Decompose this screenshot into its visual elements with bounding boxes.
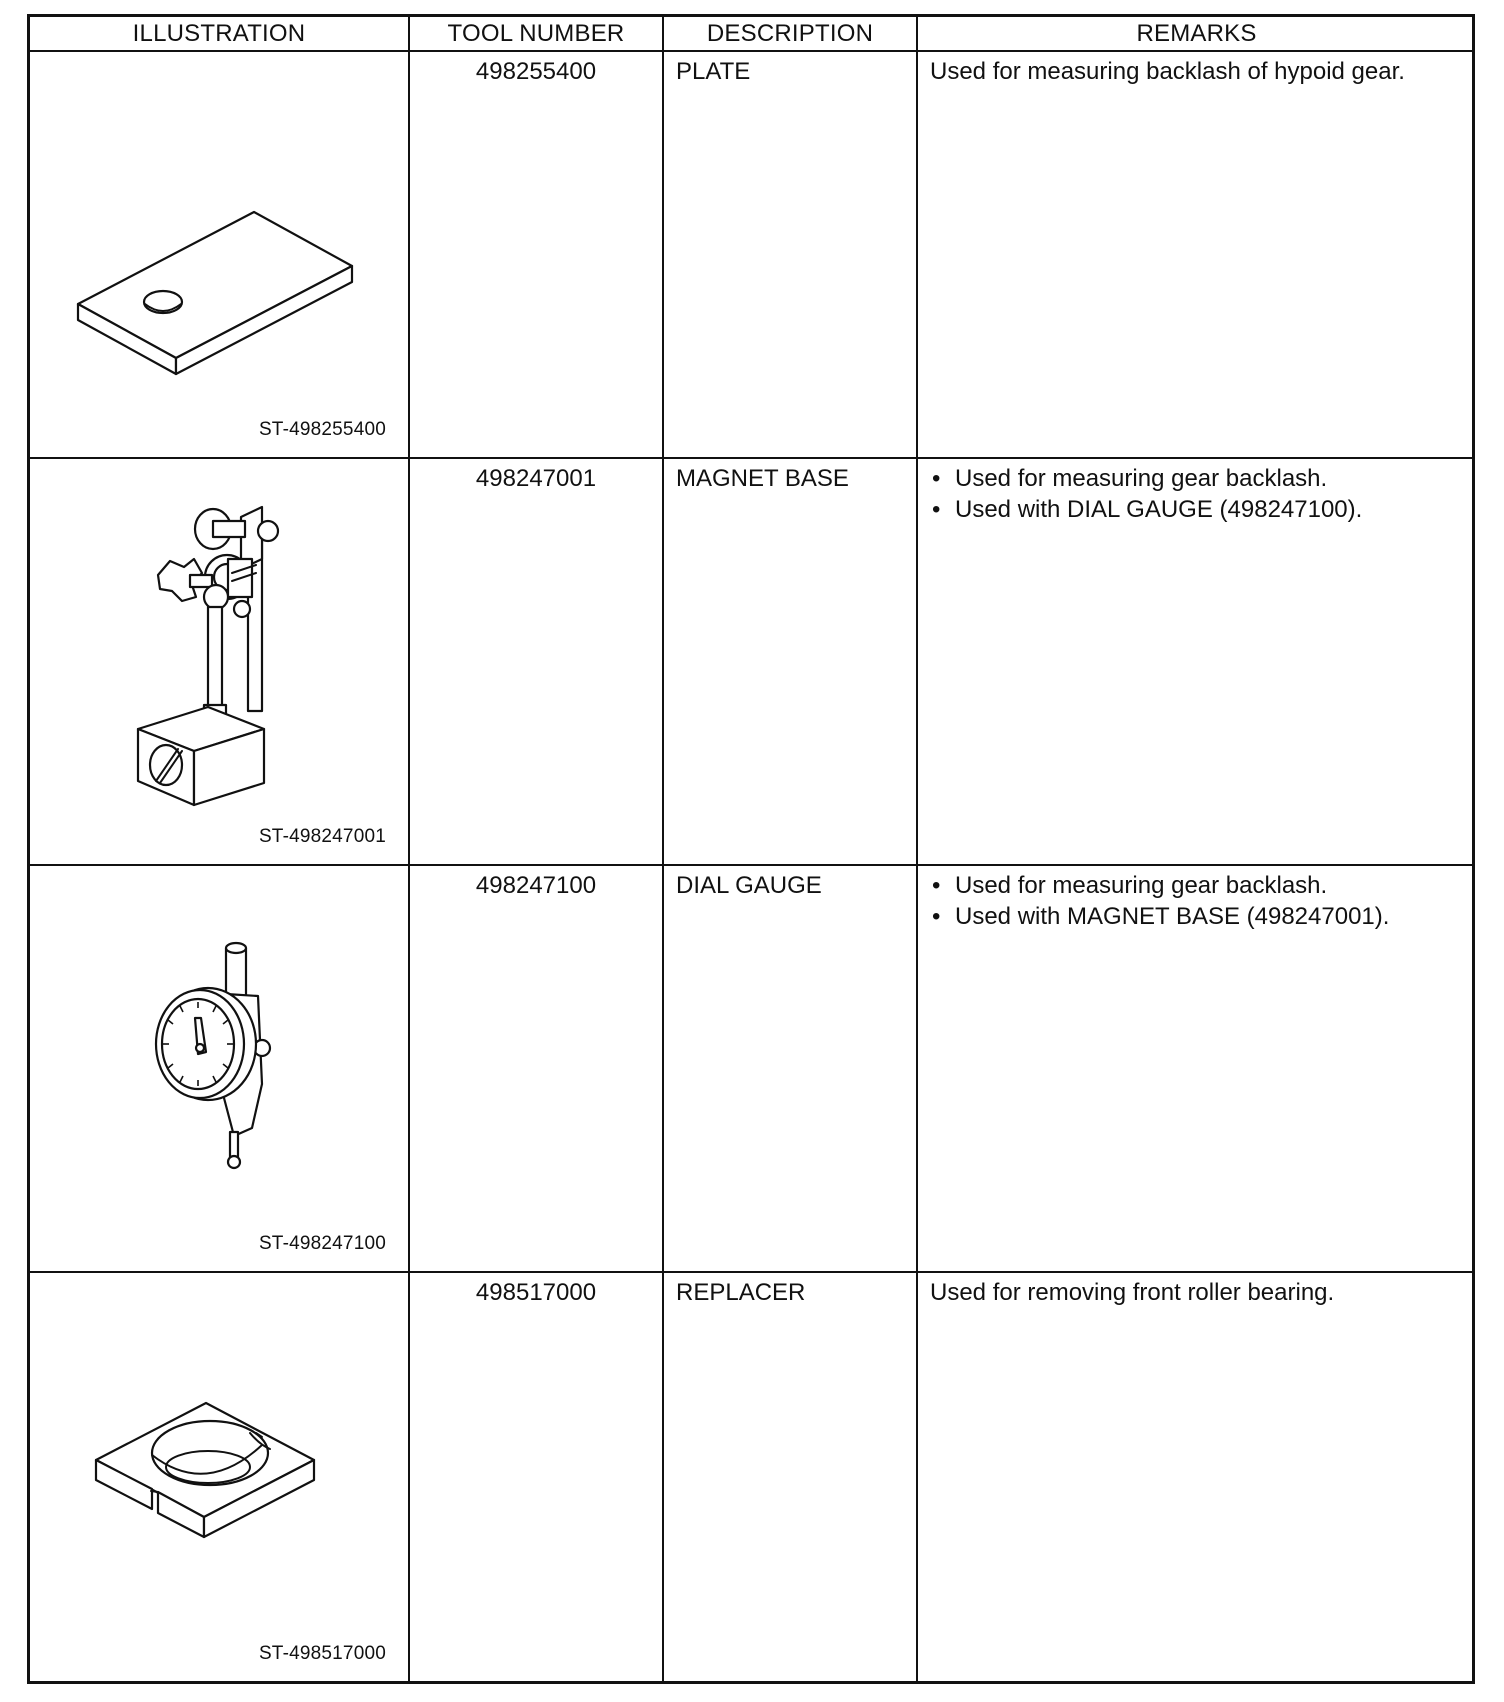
- table-row: [30, 1273, 1472, 1681]
- table-row: [30, 459, 1472, 864]
- remark-text: Used for removing front roller bearing.: [930, 1279, 1335, 1306]
- remark-list: [930, 463, 1465, 525]
- illustration-caption: ST-498517000: [258, 1643, 386, 1664]
- tool-number: 498247001: [475, 465, 597, 492]
- remark-item: • Used for measuring gear backlash.: [930, 870, 1465, 901]
- illustration-caption: ST-498255400: [258, 419, 386, 440]
- table-row: [30, 52, 1472, 457]
- tool-description: PLATE: [676, 58, 751, 85]
- replacer-icon: [30, 1273, 408, 1681]
- plate-icon: [30, 52, 408, 457]
- tool-remarks: [918, 1273, 1475, 1681]
- dial-gauge-icon: [30, 866, 408, 1271]
- remark-text: Used for measuring backlash of hypoid gear.: [930, 58, 1405, 85]
- tool-description: DIAL GAUGE: [676, 872, 822, 899]
- special-tools-table: [27, 14, 1475, 1684]
- magnet-base-icon: [30, 459, 408, 864]
- remark-list: [930, 870, 1465, 932]
- tool-remarks: [918, 866, 1475, 1271]
- tool-number: 498517000: [475, 1279, 597, 1306]
- table-row: [30, 866, 1472, 1271]
- tool-remarks: [918, 459, 1475, 864]
- tool-number: 498247100: [475, 872, 597, 899]
- illustration-cell: [30, 52, 408, 457]
- tool-number: 498255400: [475, 58, 597, 85]
- header-tool-number: TOOL NUMBER: [447, 19, 625, 47]
- illustration-cell: [30, 459, 408, 864]
- tool-remarks: [918, 52, 1475, 457]
- illustration-caption: ST-498247001: [258, 826, 386, 847]
- illustration-caption: ST-498247100: [258, 1233, 386, 1254]
- header-description: DESCRIPTION: [706, 19, 874, 47]
- illustration-cell: [30, 866, 408, 1271]
- illustration-cell: [30, 1273, 408, 1681]
- header-remarks: REMARKS: [1136, 19, 1257, 47]
- remark-item: • Used with DIAL GAUGE (498247100).: [930, 494, 1465, 525]
- remark-item: • Used with MAGNET BASE (498247001).: [930, 901, 1465, 932]
- tool-description: MAGNET BASE: [676, 465, 849, 492]
- remark-item: • Used for measuring gear backlash.: [930, 463, 1465, 494]
- tool-description: REPLACER: [676, 1279, 806, 1306]
- header-illustration: ILLUSTRATION: [132, 19, 306, 47]
